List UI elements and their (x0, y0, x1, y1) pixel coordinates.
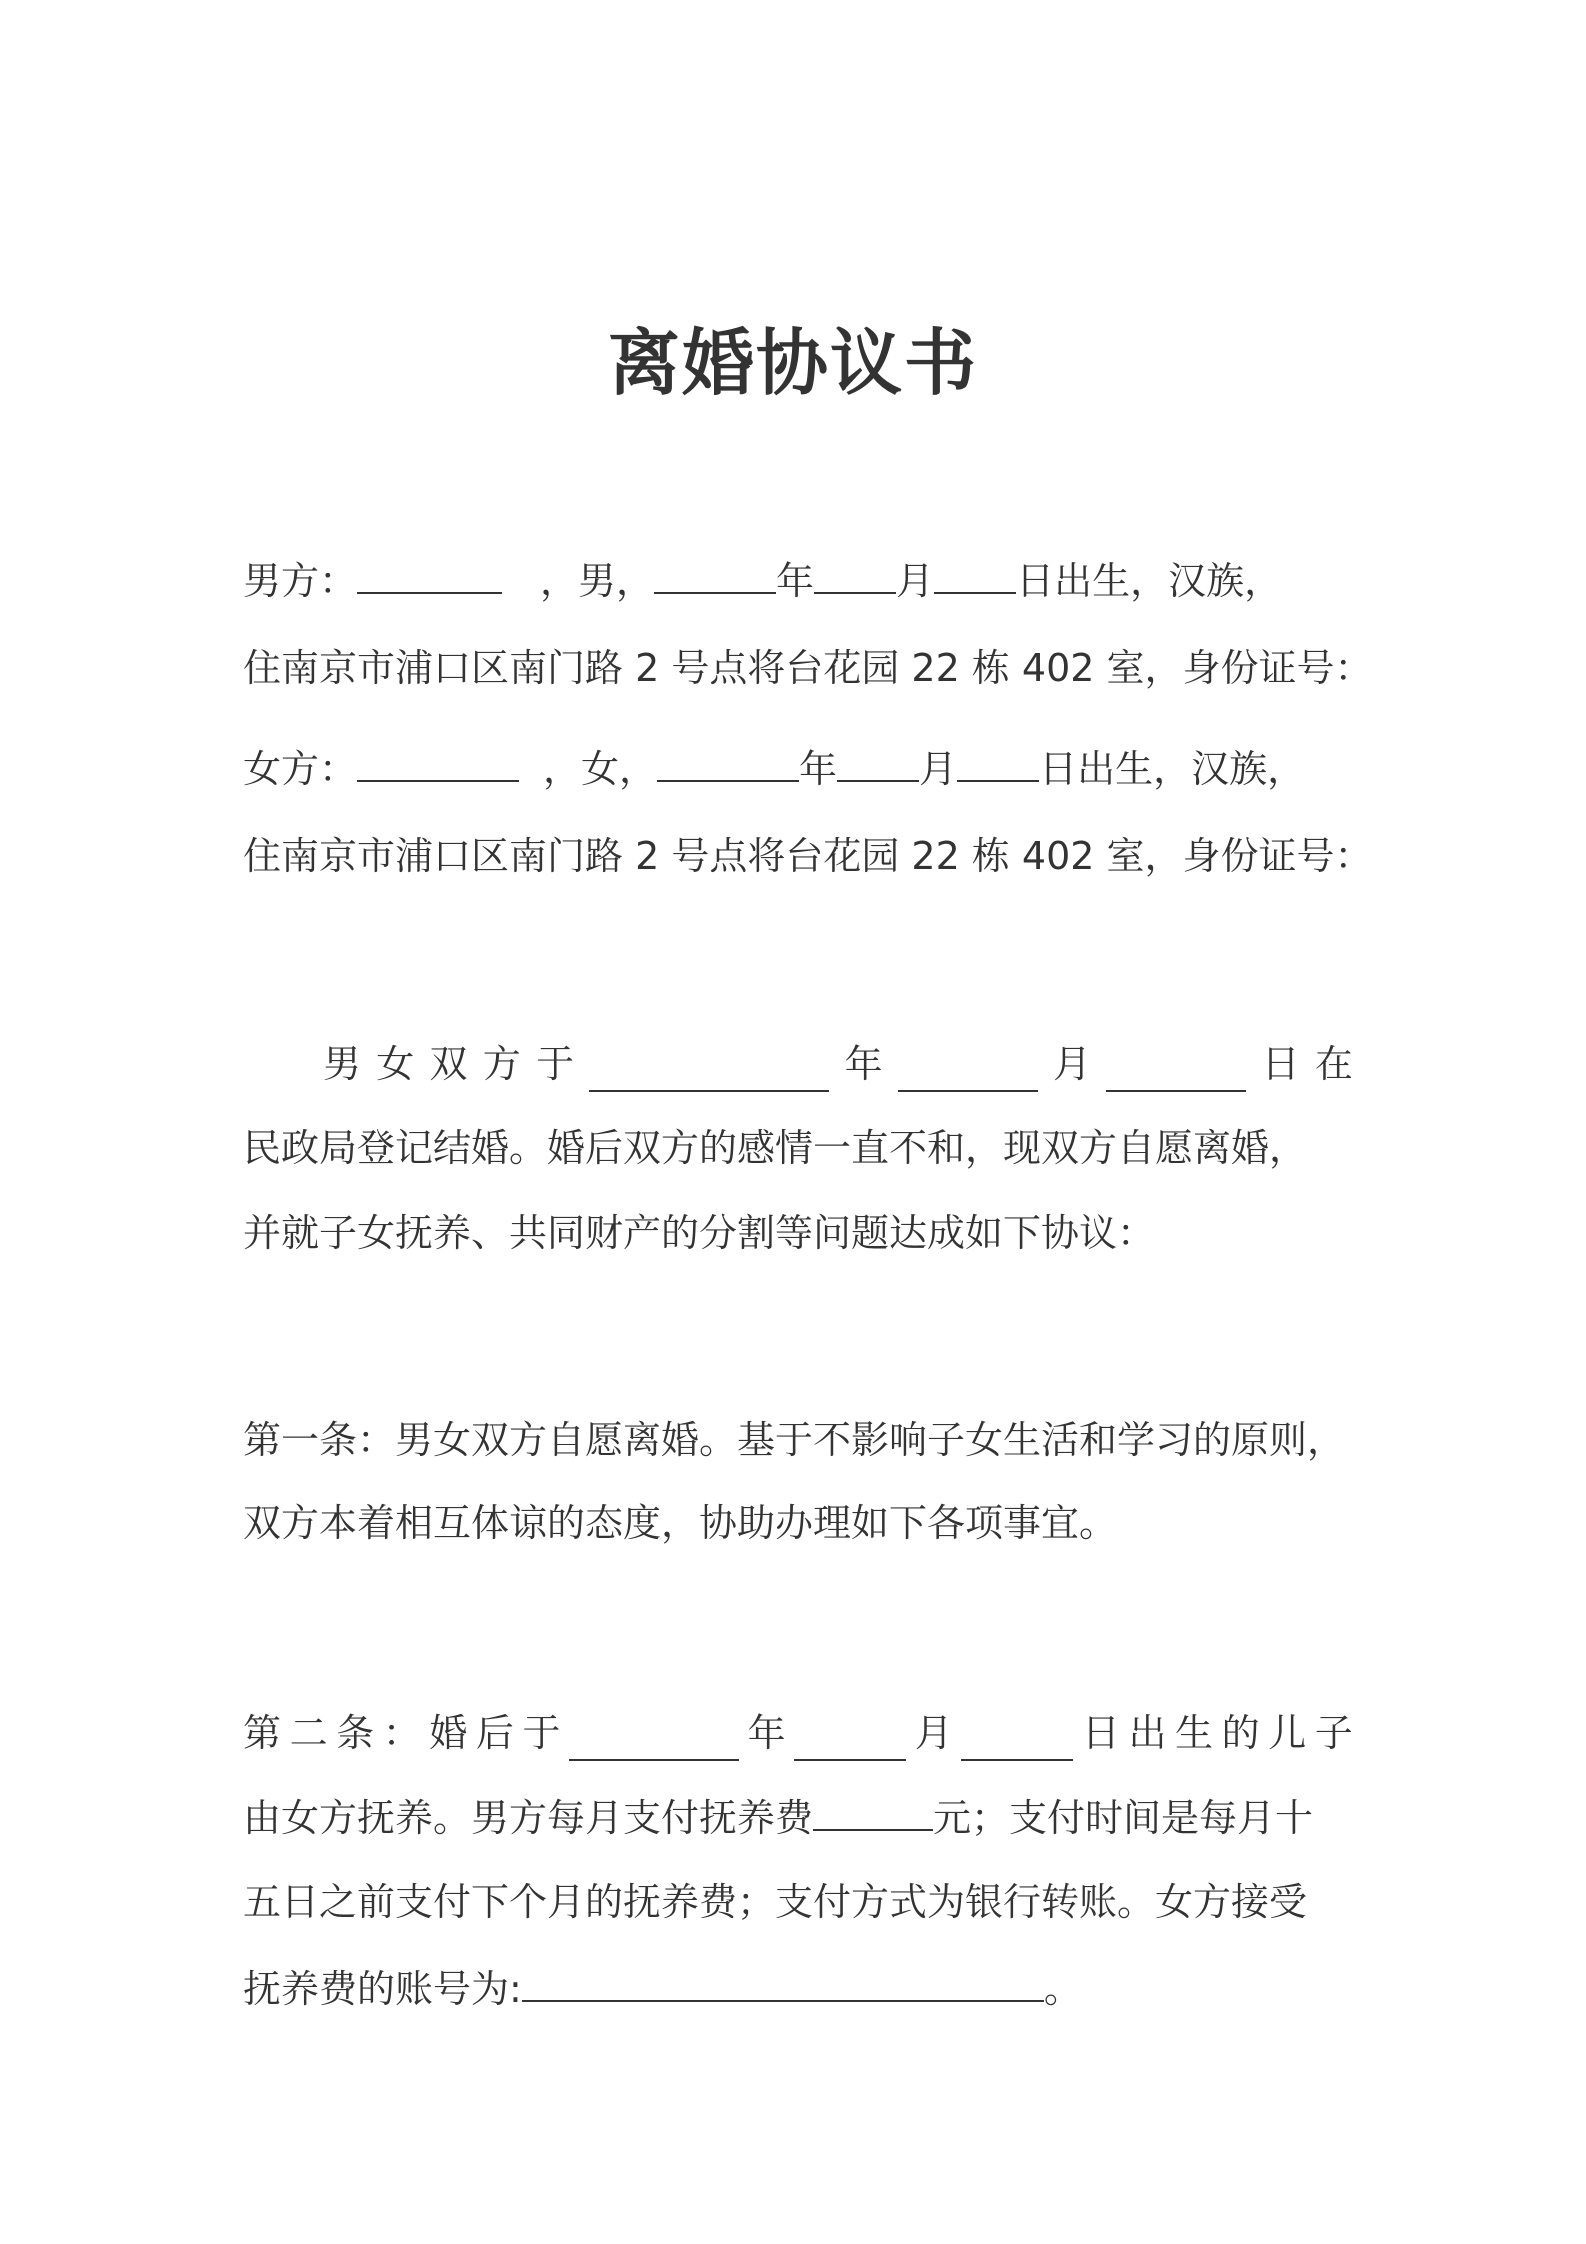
female-address-line: 住南京市浦口区南门路 2 号点将台花园 22 栋 402 室，身份证号： (243, 834, 1373, 878)
article-2-char: 儿 (1268, 1711, 1307, 1755)
support-amount-blank[interactable] (813, 1789, 933, 1831)
article-2-line-3: 五日之前支付下个月的抚养费；支付方式为银行转账。女方接受 (243, 1880, 1308, 1924)
male-gender: ，男， (540, 559, 655, 603)
marriage-month-blank[interactable] (898, 1050, 1038, 1092)
intro-char: 方 (482, 1042, 521, 1086)
female-party-line (243, 740, 1353, 797)
article-2-label-char: 条 (336, 1711, 375, 1755)
female-day-suffix: 日出生，汉族， (1039, 747, 1306, 791)
account-number-blank[interactable] (522, 1960, 1044, 2002)
female-birth-day-blank[interactable] (957, 740, 1039, 782)
article-2-char: 婚 (429, 1711, 468, 1755)
male-year-label: 年 (776, 559, 815, 603)
article-2-char: 于 (522, 1711, 561, 1755)
female-month-label: 月 (919, 747, 958, 791)
female-name-blank[interactable] (357, 740, 519, 782)
intro-char: 女 (376, 1042, 415, 1086)
male-address-line: 住南京市浦口区南门路 2 号点将台花园 22 栋 402 室，身份证号： (243, 646, 1373, 690)
male-month-label: 月 (896, 559, 935, 603)
female-year-label: 年 (799, 747, 838, 791)
article-2-label-char: 第 (243, 1711, 282, 1755)
article-2-char: 子 (1314, 1711, 1353, 1755)
male-birth-year-blank[interactable] (654, 552, 776, 594)
article-2-line-4-a: 抚养费的账号为: (243, 1967, 522, 2011)
marriage-day-blank[interactable] (1106, 1050, 1246, 1092)
intro-char: 于 (536, 1042, 575, 1086)
intro-at: 在 (1314, 1042, 1353, 1086)
male-name-blank[interactable] (357, 552, 502, 594)
article-2-label-char: ： (382, 1711, 421, 1755)
female-birth-year-blank[interactable] (657, 740, 799, 782)
son-birth-month-label: 月 (914, 1711, 953, 1755)
male-day-suffix: 日出生，汉族， (1016, 559, 1283, 603)
son-birth-year-label: 年 (747, 1711, 786, 1755)
article-2-char: 的 (1221, 1711, 1260, 1755)
male-birth-day-blank[interactable] (934, 552, 1016, 594)
article-1-line-1: 第一条：男女双方自愿离婚。基于不影响子女生活和学习的原则， (243, 1418, 1346, 1462)
marriage-year-blank[interactable] (589, 1050, 829, 1092)
article-2-line-4-b: 。 (1043, 1967, 1082, 2011)
intro-char: 双 (429, 1042, 468, 1086)
article-2-label-char: 二 (289, 1711, 328, 1755)
article-2-line-4 (243, 1960, 1353, 2017)
article-2-char: 出 (1128, 1711, 1167, 1755)
female-gender: ，女， (543, 747, 658, 791)
male-label: 男方： (243, 559, 358, 603)
marriage-date-line (323, 1036, 1353, 1092)
son-birth-day-blank[interactable] (961, 1719, 1073, 1761)
article-2-char: 日 (1081, 1711, 1120, 1755)
article-2-char: 后 (475, 1711, 514, 1755)
article-2-line-2-b: 元；支付时间是每月十 (933, 1796, 1314, 1840)
marriage-month-label: 月 (1053, 1042, 1092, 1086)
son-birth-year-blank[interactable] (569, 1719, 739, 1761)
male-birth-month-blank[interactable] (814, 552, 896, 594)
article-2-line-2 (243, 1789, 1353, 1846)
document-title: 离婚协议书 (607, 321, 978, 405)
female-birth-month-blank[interactable] (837, 740, 919, 782)
article-2-line-1 (243, 1705, 1353, 1761)
intro-line-2: 民政局登记结婚。婚后双方的感情一直不和，现双方自愿离婚， (243, 1126, 1308, 1170)
intro-line-3: 并就子女抚养、共同财产的分割等问题达成如下协议： (243, 1211, 1156, 1255)
intro-char: 男 (323, 1042, 362, 1086)
article-2-line-2-a: 由女方抚养。男方每月支付抚养费 (243, 1796, 814, 1840)
marriage-day-label: 日 (1261, 1042, 1300, 1086)
marriage-year-label: 年 (844, 1042, 883, 1086)
son-birth-month-blank[interactable] (794, 1719, 906, 1761)
article-1-line-2: 双方本着相互体谅的态度，协助办理如下各项事宜。 (243, 1501, 1118, 1545)
female-label: 女方： (243, 747, 358, 791)
article-2-char: 生 (1175, 1711, 1214, 1755)
male-party-line (243, 552, 1353, 609)
